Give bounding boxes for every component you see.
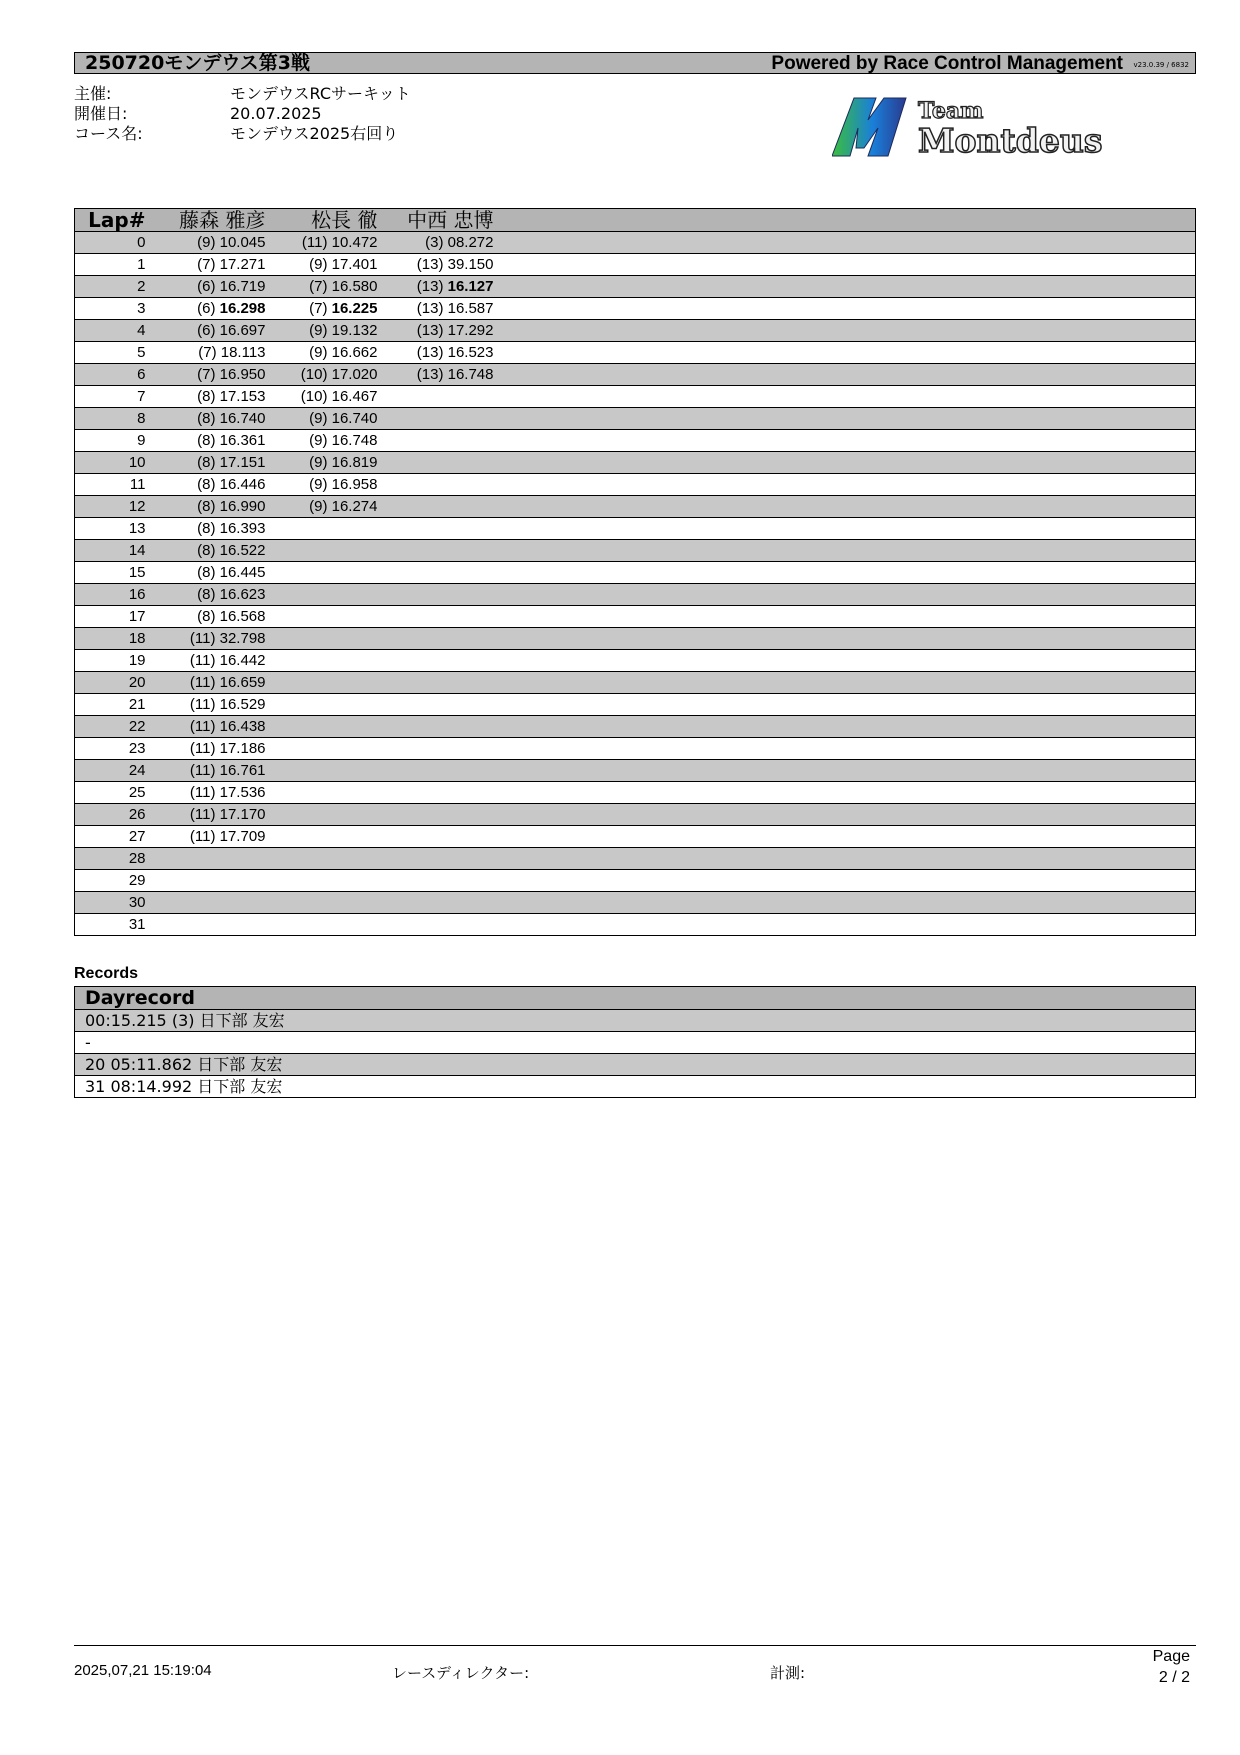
- lap-time-cell: (11) 32.798: [146, 628, 266, 650]
- lap-number-cell: 26: [75, 804, 146, 826]
- lap-time-cell: (11) 16.659: [146, 672, 266, 694]
- empty-cell: [494, 562, 1196, 584]
- lap-row: [75, 496, 1196, 518]
- lap-row: [75, 276, 1196, 298]
- lap-time-cell: (6) 16.298: [146, 298, 266, 320]
- lap-time-cell: (11) 16.529: [146, 694, 266, 716]
- lap-time-cell: [378, 826, 494, 848]
- lap-time-cell: (11) 16.438: [146, 716, 266, 738]
- lap-time-cell: (9) 16.819: [266, 452, 378, 474]
- empty-cell: [494, 672, 1196, 694]
- lap-time-cell: [378, 694, 494, 716]
- lap-number-cell: 3: [75, 298, 146, 320]
- lap-time-cell: (7) 18.113: [146, 342, 266, 364]
- record-text: 20 05:11.862 日下部 友宏: [75, 1054, 1196, 1076]
- lap-row: [75, 518, 1196, 540]
- empty-cell: [494, 716, 1196, 738]
- lap-time-cell: [378, 496, 494, 518]
- lap-time-cell: [146, 848, 266, 870]
- record-text: -: [75, 1032, 1196, 1054]
- lap-number-cell: 25: [75, 782, 146, 804]
- empty-cell: [494, 628, 1196, 650]
- lap-number-cell: 31: [75, 914, 146, 936]
- lap-time-cell: (11) 17.709: [146, 826, 266, 848]
- lap-time-cell: (9) 16.740: [266, 408, 378, 430]
- empty-cell: [494, 870, 1196, 892]
- lap-number-cell: 16: [75, 584, 146, 606]
- empty-header: [494, 209, 1196, 232]
- lap-time-cell: (7) 16.225: [266, 298, 378, 320]
- lap-time-cell: [266, 848, 378, 870]
- lap-row: [75, 562, 1196, 584]
- lap-row: [75, 254, 1196, 276]
- dayrecord-header: Dayrecord: [75, 987, 1196, 1010]
- lap-time-cell: [266, 804, 378, 826]
- lap-number-cell: 13: [75, 518, 146, 540]
- lap-time-cell: [378, 782, 494, 804]
- lap-row: [75, 606, 1196, 628]
- page-number: 2 / 2: [1158, 1669, 1190, 1686]
- lap-time-cell: [378, 518, 494, 540]
- svg-text:Team: Team: [918, 98, 984, 124]
- driver-header: 中西 忠博: [378, 209, 494, 232]
- empty-cell: [494, 276, 1196, 298]
- lap-time-cell: [378, 606, 494, 628]
- record-row: [75, 1076, 1196, 1098]
- lap-number-cell: 8: [75, 408, 146, 430]
- empty-cell: [494, 364, 1196, 386]
- record-row: [75, 1010, 1196, 1032]
- lap-time-cell: [378, 716, 494, 738]
- svg-text:Montdeus: Montdeus: [918, 121, 1103, 160]
- lap-number-cell: 6: [75, 364, 146, 386]
- lap-row: [75, 342, 1196, 364]
- page-indicator: [1153, 1646, 1190, 1688]
- course-label: コース名:: [74, 124, 143, 143]
- lap-number-cell: 24: [75, 760, 146, 782]
- empty-cell: [494, 782, 1196, 804]
- lap-time-cell: (8) 16.446: [146, 474, 266, 496]
- lap-time-cell: [378, 848, 494, 870]
- driver-header: 藤森 雅彦: [146, 209, 266, 232]
- lap-time-cell: [378, 870, 494, 892]
- lap-time-cell: (9) 17.401: [266, 254, 378, 276]
- lap-row: [75, 650, 1196, 672]
- lap-time-cell: [378, 892, 494, 914]
- organizer-label: 主催:: [74, 84, 112, 103]
- lap-time-cell: (9) 10.045: [146, 232, 266, 254]
- lap-time-cell: [378, 738, 494, 760]
- lap-number-cell: 15: [75, 562, 146, 584]
- lap-row: [75, 914, 1196, 936]
- lap-row: [75, 474, 1196, 496]
- lap-time-cell: [146, 870, 266, 892]
- lap-time-cell: (13) 17.292: [378, 320, 494, 342]
- lap-number-cell: 29: [75, 870, 146, 892]
- lap-time-cell: (10) 17.020: [266, 364, 378, 386]
- lap-time-cell: [378, 628, 494, 650]
- lap-time-cell: [378, 804, 494, 826]
- lap-time-cell: (13) 16.587: [378, 298, 494, 320]
- timing-label: 計測:: [770, 1664, 806, 1682]
- empty-cell: [494, 430, 1196, 452]
- lap-time-cell: (10) 16.467: [266, 386, 378, 408]
- lap-time-cell: [266, 892, 378, 914]
- empty-cell: [494, 254, 1196, 276]
- lap-number-cell: 20: [75, 672, 146, 694]
- lap-row: [75, 694, 1196, 716]
- lap-number-cell: 19: [75, 650, 146, 672]
- empty-cell: [494, 540, 1196, 562]
- empty-cell: [494, 408, 1196, 430]
- lap-time-cell: (9) 16.958: [266, 474, 378, 496]
- lap-time-cell: (9) 16.662: [266, 342, 378, 364]
- lap-time-cell: (8) 16.361: [146, 430, 266, 452]
- record-text: 00:15.215 (3) 日下部 友宏: [75, 1010, 1196, 1032]
- lap-time-cell: (9) 16.748: [266, 430, 378, 452]
- lap-table-header: [75, 209, 1196, 232]
- team-montdeus-logo: [832, 94, 1172, 162]
- lap-number-cell: 5: [75, 342, 146, 364]
- empty-cell: [494, 694, 1196, 716]
- course-value: モンデウス2025右回り: [230, 124, 399, 143]
- lap-time-cell: [266, 562, 378, 584]
- lap-time-cell: (13) 16.523: [378, 342, 494, 364]
- lap-time-cell: [266, 694, 378, 716]
- lap-number-cell: 22: [75, 716, 146, 738]
- lap-time-cell: (8) 16.740: [146, 408, 266, 430]
- lap-time-cell: [266, 672, 378, 694]
- lap-time-cell: [146, 892, 266, 914]
- lap-time-cell: [266, 782, 378, 804]
- lap-time-cell: [266, 760, 378, 782]
- lap-time-cell: (8) 17.153: [146, 386, 266, 408]
- lap-row: [75, 232, 1196, 254]
- organizer-value: モンデウスRCサーキット: [230, 84, 411, 103]
- lap-number-cell: 30: [75, 892, 146, 914]
- lap-time-cell: [378, 672, 494, 694]
- records-label: Records: [74, 965, 139, 982]
- empty-cell: [494, 848, 1196, 870]
- lap-time-cell: (7) 17.271: [146, 254, 266, 276]
- lap-time-cell: [266, 650, 378, 672]
- empty-cell: [494, 584, 1196, 606]
- lap-time-cell: [378, 452, 494, 474]
- lap-number-cell: 4: [75, 320, 146, 342]
- lap-row: [75, 782, 1196, 804]
- lap-time-cell: (11) 17.170: [146, 804, 266, 826]
- footer-divider: [74, 1645, 1196, 1646]
- lap-number-header: Lap#: [75, 209, 146, 232]
- empty-cell: [494, 320, 1196, 342]
- print-timestamp: 2025,07,21 15:19:04: [74, 1662, 212, 1679]
- lap-time-cell: (8) 16.990: [146, 496, 266, 518]
- empty-cell: [494, 232, 1196, 254]
- lap-number-cell: 10: [75, 452, 146, 474]
- empty-cell: [494, 386, 1196, 408]
- lap-time-cell: [266, 628, 378, 650]
- best-lap-time: 16.225: [331, 300, 378, 317]
- lap-number-cell: 11: [75, 474, 146, 496]
- lap-time-cell: (9) 16.274: [266, 496, 378, 518]
- lap-time-cell: (3) 08.272: [378, 232, 494, 254]
- empty-cell: [494, 452, 1196, 474]
- lap-row: [75, 760, 1196, 782]
- lap-time-cell: (11) 16.761: [146, 760, 266, 782]
- lap-time-cell: (13) 16.127: [378, 276, 494, 298]
- lap-time-cell: (7) 16.580: [266, 276, 378, 298]
- record-row: [75, 1032, 1196, 1054]
- lap-time-cell: (8) 16.445: [146, 562, 266, 584]
- lap-number-cell: 9: [75, 430, 146, 452]
- lap-time-cell: (8) 16.393: [146, 518, 266, 540]
- lap-time-cell: (11) 10.472: [266, 232, 378, 254]
- lap-time-cell: (7) 16.950: [146, 364, 266, 386]
- record-text: 31 08:14.992 日下部 友宏: [75, 1076, 1196, 1098]
- lap-time-cell: [378, 474, 494, 496]
- empty-cell: [494, 474, 1196, 496]
- lap-time-cell: [378, 914, 494, 936]
- lap-row: [75, 804, 1196, 826]
- lap-number-cell: 28: [75, 848, 146, 870]
- empty-cell: [494, 826, 1196, 848]
- lap-time-cell: [266, 540, 378, 562]
- lap-time-cell: [266, 870, 378, 892]
- empty-cell: [494, 342, 1196, 364]
- empty-cell: [494, 606, 1196, 628]
- best-lap-time: 16.127: [447, 278, 494, 295]
- lap-time-cell: [266, 518, 378, 540]
- lap-time-cell: [378, 650, 494, 672]
- date-value: 20.07.2025: [230, 104, 322, 123]
- lap-row: [75, 430, 1196, 452]
- lap-time-cell: [378, 760, 494, 782]
- empty-cell: [494, 892, 1196, 914]
- lap-number-cell: 23: [75, 738, 146, 760]
- lap-time-cell: (8) 16.568: [146, 606, 266, 628]
- records-table: [74, 986, 1196, 1098]
- lap-time-cell: [378, 584, 494, 606]
- lap-number-cell: 18: [75, 628, 146, 650]
- empty-cell: [494, 518, 1196, 540]
- lap-row: [75, 408, 1196, 430]
- lap-time-cell: [378, 386, 494, 408]
- lap-time-cell: (13) 16.748: [378, 364, 494, 386]
- lap-row: [75, 892, 1196, 914]
- lap-time-cell: (13) 39.150: [378, 254, 494, 276]
- lap-number-cell: 7: [75, 386, 146, 408]
- event-title: 250720モンデウス第3戦: [85, 52, 310, 74]
- lap-row: [75, 320, 1196, 342]
- lap-row: [75, 628, 1196, 650]
- race-director-label: レースディレクター:: [392, 1664, 530, 1682]
- lap-number-cell: 27: [75, 826, 146, 848]
- lap-time-cell: (11) 17.536: [146, 782, 266, 804]
- record-row: [75, 1054, 1196, 1076]
- lap-time-cell: [266, 584, 378, 606]
- lap-time-cell: (8) 16.522: [146, 540, 266, 562]
- lap-time-cell: [378, 562, 494, 584]
- lap-number-cell: 12: [75, 496, 146, 518]
- lap-row: [75, 738, 1196, 760]
- empty-cell: [494, 650, 1196, 672]
- lap-time-cell: [378, 430, 494, 452]
- lap-time-cell: [266, 914, 378, 936]
- lap-time-cell: [266, 716, 378, 738]
- lap-row: [75, 848, 1196, 870]
- empty-cell: [494, 738, 1196, 760]
- best-lap-time: 16.298: [219, 300, 266, 317]
- lap-time-cell: (6) 16.697: [146, 320, 266, 342]
- lap-row: [75, 584, 1196, 606]
- title-bar: [74, 52, 1196, 74]
- empty-cell: [494, 804, 1196, 826]
- lap-time-cell: [378, 540, 494, 562]
- lap-row: [75, 672, 1196, 694]
- powered-by-label: Powered by Race Control Management: [771, 53, 1123, 74]
- lap-times-table: [74, 208, 1196, 936]
- empty-cell: [494, 496, 1196, 518]
- lap-row: [75, 386, 1196, 408]
- driver-header: 松長 徹: [266, 209, 378, 232]
- lap-time-cell: (9) 19.132: [266, 320, 378, 342]
- date-label: 開催日:: [74, 104, 128, 123]
- lap-time-cell: (8) 16.623: [146, 584, 266, 606]
- lap-time-cell: [266, 738, 378, 760]
- lap-row: [75, 870, 1196, 892]
- lap-number-cell: 1: [75, 254, 146, 276]
- lap-time-cell: [266, 606, 378, 628]
- lap-number-cell: 21: [75, 694, 146, 716]
- lap-number-cell: 17: [75, 606, 146, 628]
- lap-number-cell: 14: [75, 540, 146, 562]
- lap-row: [75, 826, 1196, 848]
- lap-row: [75, 540, 1196, 562]
- lap-row: [75, 364, 1196, 386]
- lap-time-cell: [378, 408, 494, 430]
- empty-cell: [494, 298, 1196, 320]
- lap-number-cell: 0: [75, 232, 146, 254]
- lap-row: [75, 716, 1196, 738]
- lap-time-cell: (8) 17.151: [146, 452, 266, 474]
- version-label: v23.0.39 / 6832: [1133, 61, 1189, 69]
- lap-number-cell: 2: [75, 276, 146, 298]
- lap-time-cell: (11) 17.186: [146, 738, 266, 760]
- lap-time-cell: [146, 914, 266, 936]
- empty-cell: [494, 914, 1196, 936]
- empty-cell: [494, 760, 1196, 782]
- lap-row: [75, 452, 1196, 474]
- lap-time-cell: [266, 826, 378, 848]
- lap-row: [75, 298, 1196, 320]
- lap-time-cell: (11) 16.442: [146, 650, 266, 672]
- page-label: Page: [1152, 1648, 1190, 1665]
- lap-time-cell: (6) 16.719: [146, 276, 266, 298]
